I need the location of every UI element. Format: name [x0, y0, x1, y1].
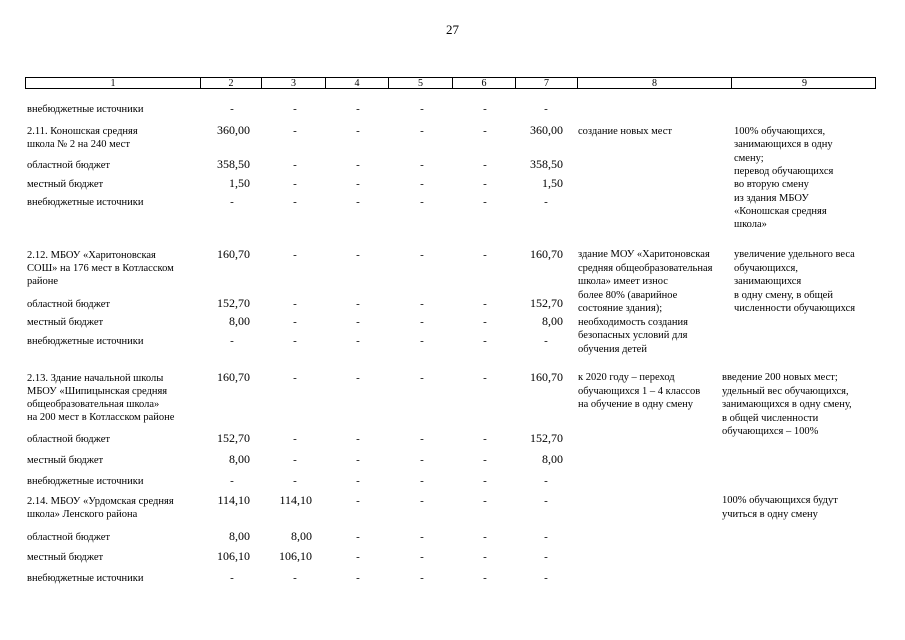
row-label: районе	[27, 276, 59, 287]
cell-c5-dash: -	[420, 196, 424, 208]
note-b213_c8-line: к 2020 году – переход	[578, 372, 675, 383]
cell-c5-dash: -	[420, 125, 424, 137]
cell-c5-dash: -	[420, 249, 424, 261]
row-label: СОШ» на 176 мест в Котласском	[27, 263, 174, 274]
cell-c5-dash: -	[420, 335, 424, 347]
header-cell-9: 9	[802, 78, 807, 89]
cell-c4-dash: -	[356, 433, 360, 445]
cell-c5-dash: -	[420, 551, 424, 563]
header-cell-7: 7	[516, 78, 578, 88]
cell-c6-dash: -	[483, 298, 487, 310]
row-label: 2.11. Коношская средняя	[27, 126, 138, 137]
cell-c5-dash: -	[420, 159, 424, 171]
row-label: областной бюджет	[27, 160, 110, 171]
cell-c3-dash: -	[293, 196, 297, 208]
cell-c4-dash: -	[356, 372, 360, 384]
note-b211_c9-line: занимающихся в одну	[734, 139, 833, 151]
cell-c3-dash: -	[293, 298, 297, 310]
cell-c3-value: 114,10	[279, 493, 312, 507]
cell-c7-dash: -	[544, 531, 548, 543]
row-label: внебюджетные источники	[27, 476, 144, 487]
cell-c6-dash: -	[483, 159, 487, 171]
cell-c2-value: 114,10	[217, 493, 250, 507]
cell-c6-dash: -	[483, 433, 487, 445]
cell-c3-dash: -	[293, 125, 297, 137]
header-cell-8: 8	[578, 78, 732, 88]
cell-c5-dash: -	[420, 316, 424, 328]
row-label: 2.12. МБОУ «Харитоновская	[27, 250, 156, 261]
note-b213_c9-line: введение 200 новых мест;	[722, 372, 838, 383]
cell-c7-dash: -	[544, 495, 548, 507]
row-label: областной бюджет	[27, 434, 110, 445]
cell-c2-value: 8,00	[229, 529, 250, 543]
cell-c2-dash: -	[230, 103, 234, 115]
cell-c2-value: 358,50	[217, 157, 250, 171]
header-cell-6: 6	[453, 78, 516, 88]
cell-c4-dash: -	[356, 103, 360, 115]
note-b211_c9-line: школа»	[734, 219, 767, 231]
cell-c3-dash: -	[293, 454, 297, 466]
cell-c2-value: 160,70	[217, 370, 250, 384]
cell-c7-value: 8,00	[542, 314, 563, 328]
cell-c7-dash: -	[544, 551, 548, 563]
cell-c7-dash: -	[544, 335, 548, 347]
note-b212_c8-line: более 80% (аварийное	[578, 289, 678, 301]
cell-c3-dash: -	[293, 433, 297, 445]
cell-c4-dash: -	[356, 475, 360, 487]
cell-c2-dash: -	[230, 196, 234, 208]
cell-c4-dash: -	[356, 178, 360, 190]
cell-c2-value: 8,00	[229, 314, 250, 328]
cell-c7-value: 160,70	[530, 247, 563, 261]
cell-c6-dash: -	[483, 316, 487, 328]
note-b213_c9-line: удельный вес обучающихся,	[722, 385, 849, 397]
cell-c3-value: 8,00	[291, 529, 312, 543]
cell-c2-dash: -	[230, 572, 234, 584]
cell-c6-dash: -	[483, 372, 487, 384]
cell-c7-value: 152,70	[530, 431, 563, 445]
cell-c2-value: 152,70	[217, 296, 250, 310]
cell-c5-dash: -	[420, 495, 424, 507]
cell-c5-dash: -	[420, 531, 424, 543]
row-label: на 200 мест в Котласском районе	[27, 412, 175, 423]
row-label: внебюджетные источники	[27, 197, 144, 208]
note-b213_c9-line: занимающихся в одну смену,	[722, 399, 852, 410]
note-b214_c9-line: 100% обучающихся будут	[722, 495, 838, 506]
cell-c4-dash: -	[356, 159, 360, 171]
note-b212_c8-line: безопасных условий для	[578, 330, 688, 341]
header-cell-2: 2	[201, 78, 262, 88]
cell-c4-dash: -	[356, 335, 360, 347]
note-b212_c8-line: школа» имеет износ	[578, 276, 668, 287]
cell-c2-value: 106,10	[217, 549, 250, 563]
cell-c5-dash: -	[420, 433, 424, 445]
row-label: местный бюджет	[27, 552, 104, 563]
row-label: школа» Ленского района	[27, 509, 138, 520]
cell-c6-dash: -	[483, 125, 487, 137]
row-label: школа № 2 на 240 мест	[27, 139, 130, 150]
row-label: 2.13. Здание начальной школы	[27, 373, 164, 384]
row-label: 2.14. МБОУ «Урдомская средняя	[27, 496, 174, 507]
note-b212_c8-line: здание МОУ «Харитоновская	[578, 249, 710, 260]
table-header-row	[25, 77, 876, 89]
note-b211_c9-line: «Коношская средняя	[734, 205, 827, 217]
note-b212_c9-line: увеличение удельного веса	[734, 249, 855, 260]
header-cell-1: 1	[26, 78, 201, 88]
cell-c5-dash: -	[420, 475, 424, 487]
cell-c7-value: 358,50	[530, 157, 563, 171]
cell-c6-dash: -	[483, 531, 487, 543]
header-cell-4: 4	[326, 78, 389, 88]
note-b213_c9-line: обучающихся – 100%	[722, 426, 819, 437]
cell-c4-dash: -	[356, 551, 360, 563]
cell-c7-value: 160,70	[530, 370, 563, 384]
cell-c3-dash: -	[293, 103, 297, 115]
cell-c2-value: 152,70	[217, 431, 250, 445]
note-b212_c8-line: необходимость создания	[578, 316, 688, 328]
cell-c7-dash: -	[544, 196, 548, 208]
cell-c6-dash: -	[483, 178, 487, 190]
note-b212_c9-line: обучающихся,	[734, 262, 798, 274]
cell-c7-dash: -	[544, 475, 548, 487]
note-b211_c9-line: во вторую смену	[734, 179, 809, 191]
note-b211_c9-line: смену;	[734, 152, 764, 164]
note-b213_c8-line: на обучение в одну смену	[578, 399, 694, 410]
note-b212_c8-line: обучения детей	[578, 343, 647, 355]
cell-c5-dash: -	[420, 298, 424, 310]
note-b213_c8-line: обучающихся 1 – 4 классов	[578, 385, 701, 397]
cell-c7-value: 152,70	[530, 296, 563, 310]
cell-c3-dash: -	[293, 159, 297, 171]
cell-c6-dash: -	[483, 103, 487, 115]
cell-c5-dash: -	[420, 572, 424, 584]
cell-c3-dash: -	[293, 475, 297, 487]
cell-c5-dash: -	[420, 454, 424, 466]
cell-c4-dash: -	[356, 531, 360, 543]
cell-c4-dash: -	[356, 298, 360, 310]
cell-c6-dash: -	[483, 454, 487, 466]
cell-c6-dash: -	[483, 196, 487, 208]
cell-c5-dash: -	[420, 103, 424, 115]
row-label: общеобразовательная школа»	[27, 399, 160, 410]
row-label: местный бюджет	[27, 455, 104, 466]
cell-c2-value: 1,50	[229, 176, 250, 190]
cell-c3-dash: -	[293, 249, 297, 261]
cell-c4-dash: -	[356, 495, 360, 507]
cell-c4-dash: -	[356, 572, 360, 584]
cell-c2-value: 160,70	[217, 247, 250, 261]
cell-c3-dash: -	[293, 572, 297, 584]
cell-c3-dash: -	[293, 178, 297, 190]
cell-c5-dash: -	[420, 372, 424, 384]
row-label: местный бюджет	[27, 317, 104, 328]
cell-c2-dash: -	[230, 475, 234, 487]
cell-c6-dash: -	[483, 495, 487, 507]
row-label: внебюджетные источники	[27, 336, 144, 347]
cell-c7-dash: -	[544, 103, 548, 115]
header-cell-5: 5	[389, 78, 453, 88]
row-label: областной бюджет	[27, 532, 110, 543]
cell-c6-dash: -	[483, 572, 487, 584]
page-number: 27	[446, 22, 459, 37]
note-b211_c9-line: из здания МБОУ	[734, 192, 809, 204]
cell-c4-dash: -	[356, 249, 360, 261]
cell-c3-dash: -	[293, 316, 297, 328]
cell-c7-value: 8,00	[542, 452, 563, 466]
cell-c3-dash: -	[293, 335, 297, 347]
cell-c4-dash: -	[356, 316, 360, 328]
cell-c7-dash: -	[544, 572, 548, 584]
row-label: МБОУ «Шипицынская средняя	[27, 386, 168, 397]
header-cell-3: 3	[262, 78, 326, 88]
cell-c6-dash: -	[483, 551, 487, 563]
note-b212_c9-line: численности обучающихся	[734, 303, 856, 314]
row-label: внебюджетные источники	[27, 573, 144, 584]
note-b212_c8-line: состояние здания);	[578, 303, 663, 314]
cell-c4-dash: -	[356, 196, 360, 208]
cell-c2-dash: -	[230, 335, 234, 347]
cell-c7-value: 360,00	[530, 123, 563, 137]
note-b213_c9-line: в общей численности	[722, 412, 819, 424]
note-b211_c9-line: перевод обучающихся	[734, 165, 834, 177]
cell-c2-value: 360,00	[217, 123, 250, 137]
cell-c6-dash: -	[483, 475, 487, 487]
cell-c4-dash: -	[356, 454, 360, 466]
note-b212_c9-line: в одну смену, в общей	[734, 289, 833, 301]
cell-c3-dash: -	[293, 372, 297, 384]
note-b211_c8-line: создание новых мест	[578, 126, 672, 137]
note-b211_c9-line: 100% обучающихся,	[734, 126, 826, 137]
cell-c3-value: 106,10	[279, 549, 312, 563]
cell-c2-value: 8,00	[229, 452, 250, 466]
cell-c6-dash: -	[483, 335, 487, 347]
row-label: внебюджетные источники	[27, 104, 144, 115]
note-b212_c8-line: средняя общеобразовательная	[578, 262, 713, 274]
cell-c7-value: 1,50	[542, 176, 563, 190]
row-label: местный бюджет	[27, 179, 104, 190]
cell-c6-dash: -	[483, 249, 487, 261]
cell-c5-dash: -	[420, 178, 424, 190]
note-b212_c9-line: занимающихся	[734, 276, 802, 287]
note-b214_c9-line: учиться в одну смену	[722, 509, 818, 520]
row-label: областной бюджет	[27, 299, 110, 310]
cell-c4-dash: -	[356, 125, 360, 137]
